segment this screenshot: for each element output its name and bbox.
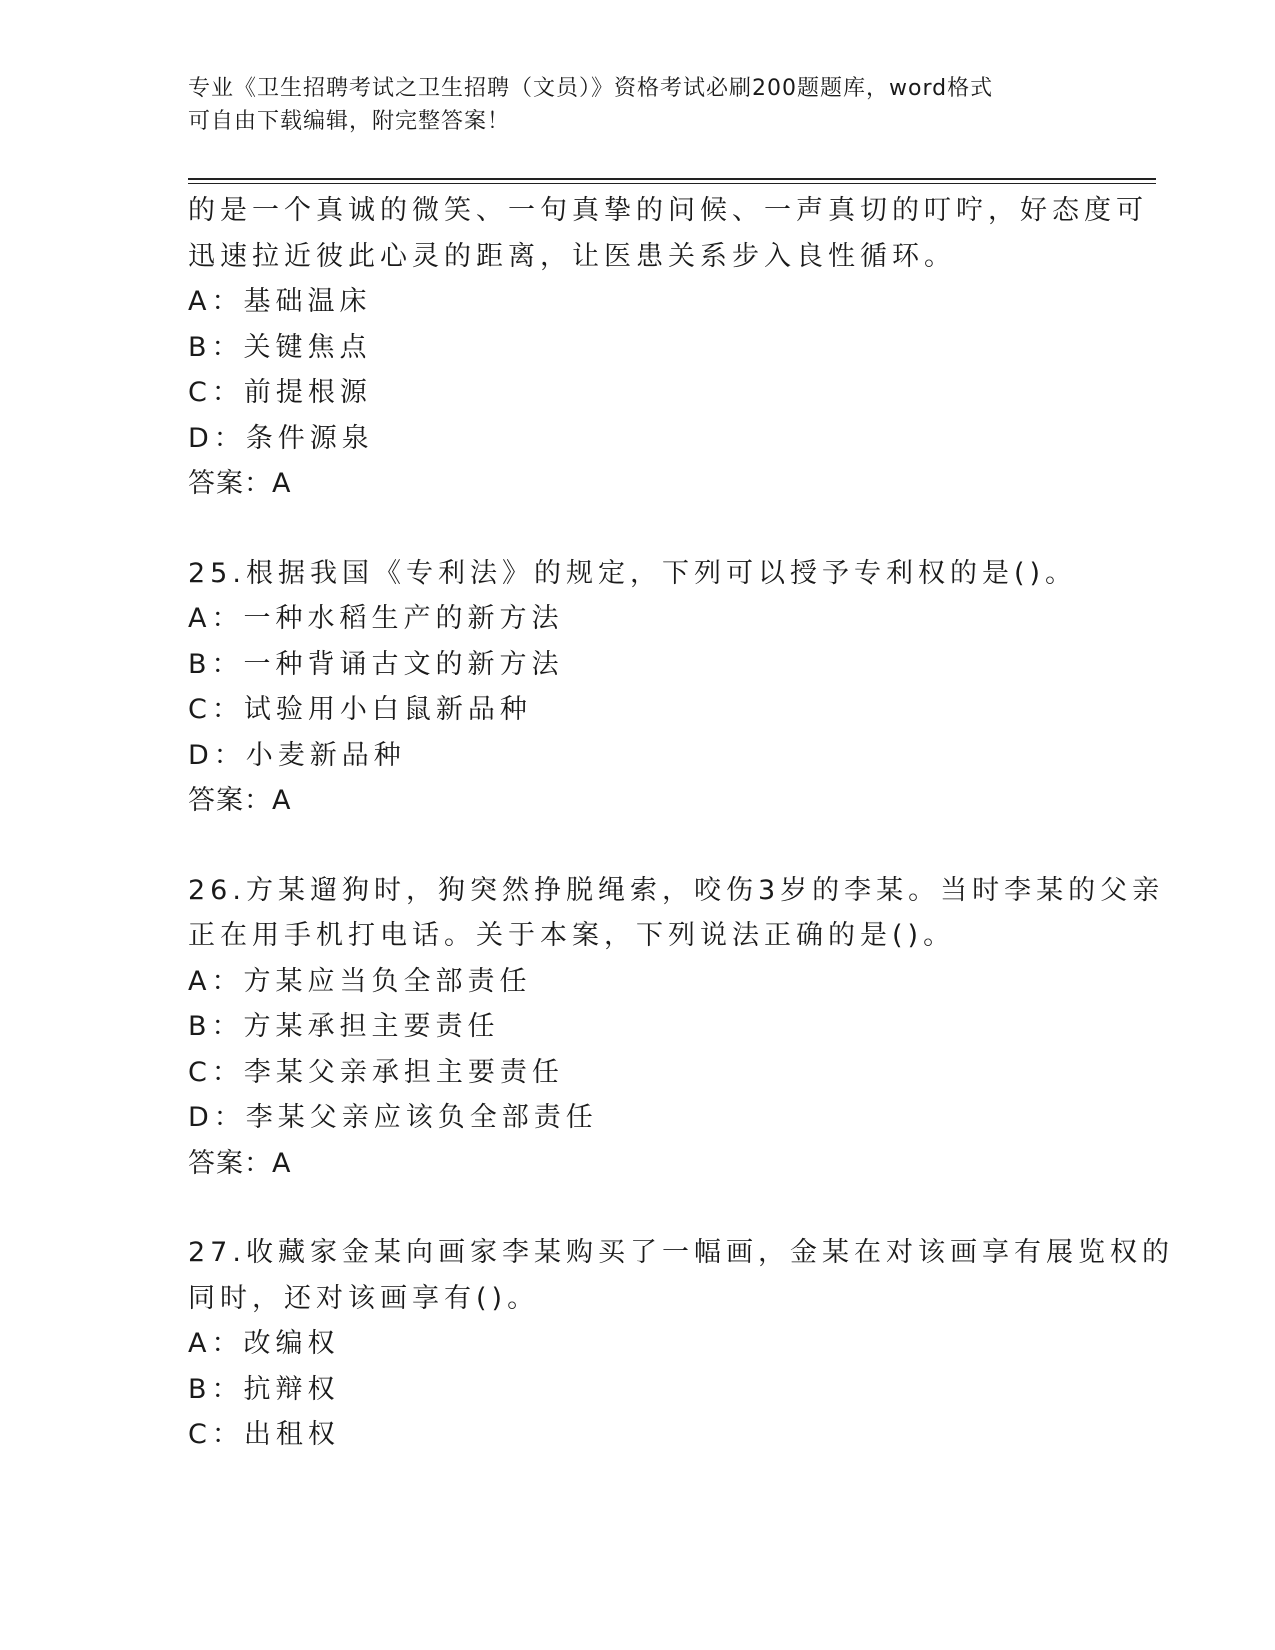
option-d: D：小麦新品种 (188, 739, 406, 771)
answer-line: 答案：A (188, 468, 292, 499)
header-line-2: 可自由下载编辑，附完整答案！ (188, 109, 511, 134)
question-stem-line: 同时，还对该画享有()。 (188, 1282, 540, 1314)
question-stem-line: 的是一个真诚的微笑、一句真挚的问候、一声真切的叮咛，好态度可 (188, 195, 1148, 226)
option-b: B：抗辩权 (188, 1373, 340, 1405)
question-24 (188, 188, 1148, 507)
option-c: C：出租权 (188, 1419, 340, 1450)
header-divider-thick (188, 178, 1156, 180)
option-c: C：李某父亲承担主要责任 (188, 1056, 564, 1088)
question-stem: 25.根据我国《专利法》的规定，下列可以授予专利权的是()。 (188, 557, 1078, 589)
option-b: B：方某承担主要责任 (188, 1011, 500, 1042)
option-a: A：一种水稻生产的新方法 (188, 603, 564, 634)
option-a: A：方某应当负全部责任 (188, 965, 532, 997)
option-b: B：一种背诵古文的新方法 (188, 648, 564, 680)
question-spacer (188, 824, 1088, 868)
question-stem-line: 26.方某遛狗时，狗突然挣脱绳索，咬伤3岁的李某。当时李某的父亲 (188, 874, 1165, 906)
answer-line: 答案：A (188, 1147, 292, 1179)
option-a: A：改编权 (188, 1328, 340, 1359)
question-stem-line: 27.收藏家金某向画家李某购买了一幅画，金某在对该画享有展览权的 (188, 1237, 1174, 1268)
option-c: C：前提根源 (188, 377, 372, 408)
option-b: B：关键焦点 (188, 331, 372, 363)
answer-line: 答案：A (188, 785, 292, 816)
option-d: D：条件源泉 (188, 422, 374, 454)
header-line-1: 专业《卫生招聘考试之卫生招聘（文员）》资格考试必刷200题题库，word格式 (188, 76, 994, 101)
question-26 (188, 868, 1165, 1187)
option-d: D：李某父亲应该负全部责任 (188, 1102, 598, 1133)
question-spacer (188, 507, 1088, 551)
header-divider-thin (188, 183, 1156, 184)
question-25 (188, 551, 1088, 824)
option-a: A：基础温床 (188, 286, 372, 317)
document-header (188, 72, 1088, 138)
question-stem-line: 正在用手机打电话。关于本案，下列说法正确的是()。 (188, 920, 956, 951)
question-27 (188, 1230, 1174, 1458)
question-spacer (188, 1186, 1088, 1230)
document-body (188, 188, 1174, 1458)
option-c: C：试验用小白鼠新品种 (188, 694, 532, 725)
question-stem-line: 迅速拉近彼此心灵的距离，让医患关系步入良性循环。 (188, 240, 956, 272)
